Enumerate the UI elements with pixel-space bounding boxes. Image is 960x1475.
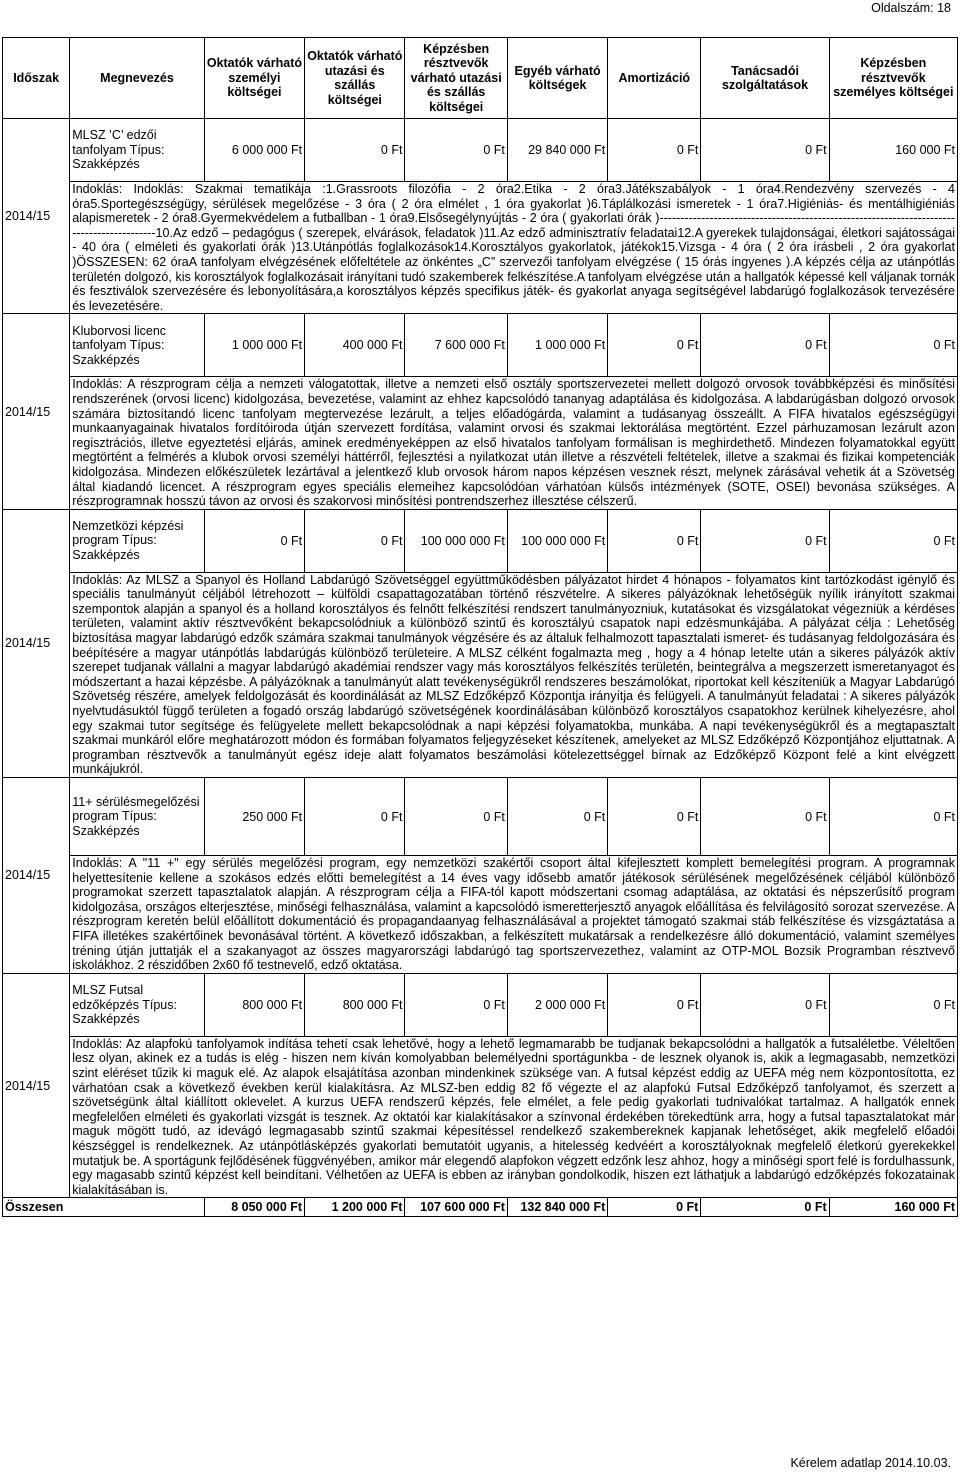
value-c5: 0 Ft — [608, 509, 701, 572]
value-c7: 160 000 Ft — [829, 119, 957, 182]
row-name: Nemzetközi képzési program Típus: Szakképzés — [70, 509, 205, 572]
value-c5: 0 Ft — [608, 973, 701, 1036]
value-c1: 800 000 Ft — [204, 973, 304, 1036]
value-c3: 0 Ft — [405, 119, 507, 182]
value-c4: 1 000 000 Ft — [507, 314, 607, 377]
value-c2: 0 Ft — [305, 509, 405, 572]
total-c5: 0 Ft — [608, 1198, 701, 1217]
value-c6: 0 Ft — [701, 509, 829, 572]
total-c4: 132 840 000 Ft — [507, 1198, 607, 1217]
table-row — [3, 973, 958, 1036]
value-c6: 0 Ft — [701, 119, 829, 182]
total-c2: 1 200 000 Ft — [305, 1198, 405, 1217]
value-c4: 100 000 000 Ft — [507, 509, 607, 572]
justification-text: Indoklás: A "11 +" egy sérülés megelőzési program, egy nemzetközi szakértői csoport által kifejlesztett komplett bemelegítési program. A programnak helyettesítenie kellene a szokásos edzés előtti bemelegítést a 14 éves vagy idősebb amatőr játékosok sérülésének megelőzésének céljából különböző programokat szerzett tapasztalatok alapján. A részprogram célja a FIFA-tól kapott módszertani csomag adaptálása, az oktatási és népszerűsítő program kidolgozása, országos elterjesztése, minőségi felhasználása, valamint a kapcsolódó ismeretterjesztő anyagok előállítása és felvilágosító sorozat szervezése. A részprogram keretén belül előállított dokumentáció és propagandaanyag felhasználásával a projektet támogató szakmai stáb felkészítése és vizsgáztatása a FIFA illetékes szakértőinek bevonásával történt. A következő időszakban, a felkészített mukatársak a rendelkezésre álló dokumentáció, valamint személyes tréning útján juttatják el a szakanyagot az összes magyarországi labdarúgó tag sportszervezethez, valamint az OTP-MOL Bozsik Programban résztvevő iskolákhoz. 2 részidőben 2x60 fő testnevelő, edző oktatása. — [70, 856, 958, 974]
value-c2: 800 000 Ft — [305, 973, 405, 1036]
header-c5: Amortizáció — [608, 38, 701, 119]
table-row — [3, 778, 958, 856]
justification-text: Indoklás: A részprogram célja a nemzeti válogatottak, illetve a nemzeti első osztály sportszervezetei mellett dolgozó orvosok továbbképzési és minősítési rendszerének (orvosi licenc) kidolgozása, bevezetése, valamint az ehhez kapcsolódó tananyag adaptálása és kidolgozása. A labdarúgásban dolgozó orvosok számára biztosítandó licenc tanfolyam megtervezése lezárult, a teljes előadógárda, valamint a tudásanyag összeállt. A FIFA hivatalos egészségügyi munkaanyagainak hivatalos fordítóiroda útján szervezett fordítása, valamint orvosi és szakmai lektorálása megtörtént. Ezzel párhuzamosan lezárult azon regisztrációs, illetve egyeztetési eljárás, aminek eredményeképpen az első hivatalos tanfolyam formálisan is meghirdethető. Mindezen folyamatokkal együtt megtörtént a felmérés a klubok orvosi személyi háttérről, fejlesztési a nyilatkozat után illetve a részvételi feltételek, illetve a szakmai és fizikai kompetenciák kidolgozása. Mindezen előkészületek lezártával a jelentkező klub orvosok három napos képzésen vesznek részt, melynek zárásával vehetik át a Szövetség által kiadandó licencet. A részprogram egyes speciális elemeihez kapcsolódóan várhatóan külsős intézmények (SOTE, OSEI) bevonása szükséges. A részprogramnak hosszú távon az orvosi és szakorvosi minősítési pontrendszerhez illesztése célszerű. — [70, 377, 958, 509]
value-c6: 0 Ft — [701, 778, 829, 856]
header-c6: Tanácsadói szolgáltatások — [701, 38, 829, 119]
total-c6: 0 Ft — [701, 1198, 829, 1217]
value-c2: 400 000 Ft — [305, 314, 405, 377]
justification-row — [3, 572, 958, 777]
value-c7: 0 Ft — [829, 314, 957, 377]
justification-row — [3, 377, 958, 509]
justification-text: Indoklás: Az MLSZ a Spanyol és Holland Labdarúgó Szövetséggel együttműködésben pályázatot hirdet 4 hónapos - folyamatos kint tartózkodást igénylő és speciális tanulmányút céljából létrehozott – külföldi csapattagozatában történő részvételre. A sikeres pályázóknak lehetőségük nyílik irányított szakmai szempontok alapján a spanyol és a holland korosztályos és felnőtt felkészítési rendszert tanulmányozniuk, kutatásokat és vizsgálatokat végezniük a kérdéses területen, valamint aktív résztvevőként bekapcsolódniuk a különböző szintű és korosztályú csapatok napi edzésmunkájába. A pályázat célja : Lehetőség biztosítása magyar labdarúgó edzők számára szakmai tanulmányok végzésére és az általuk felhalmozott tapasztalati ismeret- és tudásanyag feldolgozására és beépítésére a magyar utánpótlás labdarúgás különböző területeire. A MLSZ célként fogalmazta meg , hogy a 4 hónap letelte után a sikeres pályázók aktív szerepet tudjanak vállalni a magyar labdarúgó akadémiai rendszer vagy más korosztályos felkészítés területén, beintegrálva a megszerzett ismeretanyagot és módszertant a hazai képzésbe. A pályázóknak a tanulmányút alatt tevékenységükről rendszeres beszámolókat, riportokat kell készíteniük a Magyar Labdarúgó Szövetség részére, amelyek feldolgozását és koordinálását az MLSZ Edzőképző Központja irányítja és felügyeli. A tanulmányút feladatai : A sikeres pályázók nyelvtudásuktól függő területen a fogadó ország labdarúgó szövetségének koordinálásában különböző korosztályos csapatokhoz kerülnek kihelyezésre, ahol egy szakmai tutor segítsége és felügyelete mellett bekapcsolódnak a napi képzési folyamatokba, munkába. A napi tevékenységükről és a megtapasztalt szakmai munkáról előre meghatározott módon és formában folyamatos feljegyzéseket készítenek, amelyeket az MLSZ Edzőképző Központjához eljuttatnak. A programban résztvevők a tanulmányút egész ideje alatt folyamatos beszámolási kötelezettséggel bírnak az Edzőképző Központ felé a kint elvégzett munkájukról. — [70, 572, 958, 777]
value-c1: 0 Ft — [204, 509, 304, 572]
table-row — [3, 509, 958, 572]
value-c4: 29 840 000 Ft — [507, 119, 607, 182]
header-row — [3, 38, 958, 119]
justification-text: Indoklás: Az alapfokú tanfolyamok indítása tehetí csak lehetővé, hogy a lehető legmamarabb be tudjanak bekapcsolódni a hallgatók a futsaléletbe. Véleltően lesz olyan, akinek ez a tudás is elég - hiszen nem kíván komolyabban belemélyedni sportágunkba - de lesznek olyanok is, akik a legmagasabb, nemzetközi szint eléréset tűzik ki maguk elé. Az alapok elsajátítása azonban mindenkinek szüksége van. A futsal képzést eddig az UEFA még nem központosította, ez várhatóan csak a következő években kerül kialakításra. Az MLSZ-ben eddig 82 fő végezte el az alapfokú Futsal Edzőképző tanfolyamot, és szerzett a szövetségünk által kiállított oklevelet. A kurzus UEFA rendszerű képzés, fele elmélet, a fele pedig gyakorlati tudnivalókat tartalmaz. A hallgatók ennek megfelelően elméleti és gyakorlati vizsgát is tesznek. Az oktatói kar kialakításakor a színvonal érdekében törekedtünk arra, hogy a futsal tapasztalatokat már maguk mögött tudó, az idevágó legmagasabb szintű szakmai képesítéssel rendelkező szakembereknek kapjanak lehetőséget, akik megfelelő előadói készséggel is rendelkeznek. Az utánpótlásképzés gyakorlati bemutatóit ugyanis, a hitelesség kedvéért a korosztályoknak megfelelő életkorú gyerekekkel mutatjuk be. A sportágunk fejlődésének függvényében, amikor már elegendő alapfokon végzett edzőnk lesz ahhoz, hogy a minőségi sport felé is fordulhassunk, egy magasabb szintű képzést kell beindítani. Vélhetően az UEFA is ebben az irányban gondolkodik, hiszen ezt láthatjuk a labdarúgó edzőképzés fokozatainak kialakításában is. — [70, 1036, 958, 1198]
value-c3: 7 600 000 Ft — [405, 314, 507, 377]
value-c1: 250 000 Ft — [204, 778, 304, 856]
header-c3: Képzésben résztvevők várható utazási és szállás költségei — [405, 38, 507, 119]
value-c4: 2 000 000 Ft — [507, 973, 607, 1036]
justification-text: Indoklás: Indoklás: Szakmai tematikája :1.Grassroots filozófia - 2 óra2.Etika - 2 óra3.Játékszabályok - 1 óra4.Rendezvény szervezés - 4 óra5.Sportegészségügy, sérülések megelőzése - 3 óra ( 2 óra elmélet , 1 óra gyakorlat )6.Táplálkozási ismeretek - 1 óra7.Higiéniás- és mentálhigiéniás alapismeretek - 2 óra8.Gyermekvédelem a futballban - 1 óra9.Elsősegélynyújtás - 2 óra ( gyakorlati órák )-------------------------------------------------------------------------------------------10.Az edző – pedagógus ( szerepek, elvárások, feladatok )11.Az edző adminisztratív feladatai12.A gyerekek tulajdonságai, életkori sajátosságai - 40 óra ( elméleti és gyakorlati órák )13.Utánpótlás foglalkozások14.Korosztályos gyakorlatok, játékok15.Vizsga - 4 óra ( 2 óra írásbeli , 2 óra gyakorlat )ÖSSZESEN: 62 óraA tanfolyam elvégzésének előfeltétele az önkéntes „C” szervezői tanfolyam elvégzése ( 15 órás ingyenes ).A képzés célja az utánpótlás területén dolgozó, kis korosztályok foglalkozásait irányítani tudó szakemberek felkészítése.A tanfolyam elvégzése után a hallgatók képessé kell váljanak tornák és fesztiválok szervezésére és lebonyolítására,a korosztályos képzés specifikus játék- és gyakorlat anyaga segítségével labdarúgó foglalkozások tervezésére és levezetésére. — [70, 182, 958, 314]
table-row — [3, 314, 958, 377]
row-name: MLSZ Futsal edzőképzés Típus: Szakképzés — [70, 973, 205, 1036]
total-c3: 107 600 000 Ft — [405, 1198, 507, 1217]
value-c7: 0 Ft — [829, 973, 957, 1036]
value-c5: 0 Ft — [608, 119, 701, 182]
justification-row — [3, 182, 958, 314]
total-label: Összesen — [3, 1198, 205, 1217]
value-c1: 1 000 000 Ft — [204, 314, 304, 377]
row-period: 2014/15 — [3, 314, 70, 509]
value-c1: 6 000 000 Ft — [204, 119, 304, 182]
total-c7: 160 000 Ft — [829, 1198, 957, 1217]
value-c6: 0 Ft — [701, 314, 829, 377]
table-row — [3, 119, 958, 182]
value-c4: 0 Ft — [507, 778, 607, 856]
row-period: 2014/15 — [3, 509, 70, 777]
value-c5: 0 Ft — [608, 778, 701, 856]
row-period: 2014/15 — [3, 119, 70, 314]
value-c6: 0 Ft — [701, 973, 829, 1036]
header-name: Megnevezés — [70, 38, 205, 119]
header-c4: Egyéb várható költségek — [507, 38, 607, 119]
value-c2: 0 Ft — [305, 778, 405, 856]
header-period: Időszak — [3, 38, 70, 119]
row-period: 2014/15 — [3, 778, 70, 974]
row-name: Kluborvosi licenc tanfolyam Típus: Szakképzés — [70, 314, 205, 377]
value-c7: 0 Ft — [829, 509, 957, 572]
budget-table — [2, 37, 958, 1217]
row-name: 11+ sérülésmegelőzési program Típus: Szakképzés — [70, 778, 205, 856]
value-c5: 0 Ft — [608, 314, 701, 377]
header-c2: Oktatók várható utazási és szállás költségei — [305, 38, 405, 119]
page-number: Oldalszám: 18 — [871, 1, 951, 15]
row-period: 2014/15 — [3, 973, 70, 1198]
footer-date: Kérelem adatlap 2014.10.03. — [790, 1456, 951, 1470]
total-c1: 8 050 000 Ft — [204, 1198, 304, 1217]
header-c7: Képzésben résztvevők személyes költségei — [829, 38, 957, 119]
total-row — [3, 1198, 958, 1217]
value-c7: 0 Ft — [829, 778, 957, 856]
value-c3: 0 Ft — [405, 973, 507, 1036]
justification-row — [3, 856, 958, 974]
value-c3: 0 Ft — [405, 778, 507, 856]
header-c1: Oktatók várható személyi költségei — [204, 38, 304, 119]
value-c3: 100 000 000 Ft — [405, 509, 507, 572]
value-c2: 0 Ft — [305, 119, 405, 182]
justification-row — [3, 1036, 958, 1198]
row-name: MLSZ ’C’ edzői tanfolyam Típus: Szakképzés — [70, 119, 205, 182]
